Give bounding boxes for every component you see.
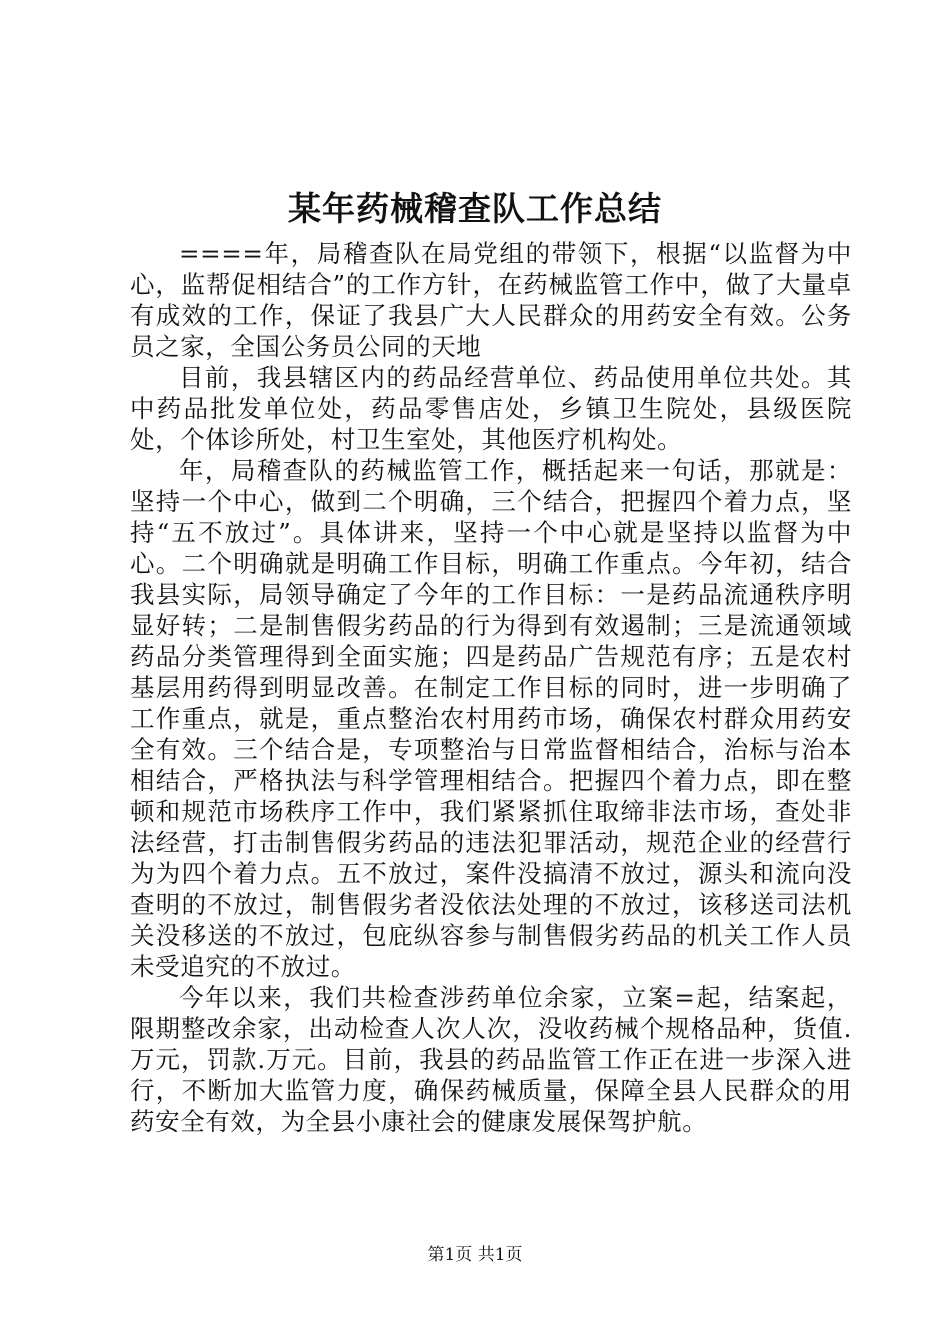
paragraph-intro: ====年，局稽查队在局党组的带领下，根据“以监督为中心，监帮促相结合”的工作方针，在药械监管工作中，做了大量卓有成效的工作，保证了我县广大人民群众的用药安全有效。公务员之家，全国公务员公同的天地 [130,239,852,361]
document-body [130,238,852,1137]
paragraph-work-summary: 年，局稽查队的药械监管工作，概括起来一句话，那就是：坚持一个中心，做到二个明确，三个结合，把握四个着力点，坚持“五不放过”。具体讲来，坚持一个中心就是坚持以监督为中心。二个明确就是明确工作目标，明确工作重点。今年初，结合我县实际，局领导确定了今年的工作目标：一是药品流通秩序明显好转；二是制售假劣药品的行为得到有效遏制；三是流通领域药品分类管理得到全面实施；四是药品广告规范有序；五是农村基层用药得到明显改善。在制定工作目标的同时，进一步明确了工作重点，就是，重点整治农村用药市场，确保农村群众用药安全有效。三个结合是，专项整治与日常监督相结合，治标与治本相结合，严格执法与科学管理相结合。把握四个着力点，即在整顿和规范市场秩序工作中，我们紧紧抓住取缔非法市场，查处非法经营，打击制售假劣药品的违法犯罪活动，规范企业的经营行为为四个着力点。五不放过，案件没搞清不放过，源头和流向没查明的不放过，制售假劣者没依法处理的不放过，该移送司法机关没移送的不放过，包庇纵容参与制售假劣药品的机关工作人员未受追究的不放过。 [130,456,852,981]
page-footer: 第1页 共1页 [427,1245,523,1265]
document-title: 某年药械稽查队工作总结 [288,189,662,228]
paragraph-units: 目前，我县辖区内的药品经营单位、药品使用单位共处。其中药品批发单位处，药品零售店处，乡镇卫生院处，县级医院处，个体诊所处，村卫生室处，其他医疗机构处。 [130,363,852,454]
paragraph-results: 今年以来，我们共检查涉药单位余家，立案=起，结案起，限期整改余家，出动检查人次人次，没收药械个规格品种，货值.万元，罚款.万元。目前，我县的药品监管工作正在进一步深入进行，不断加大监管力度，确保药械质量，保障全县人民群众的用药安全有效，为全县小康社会的健康发展保驾护航。 [130,983,852,1136]
